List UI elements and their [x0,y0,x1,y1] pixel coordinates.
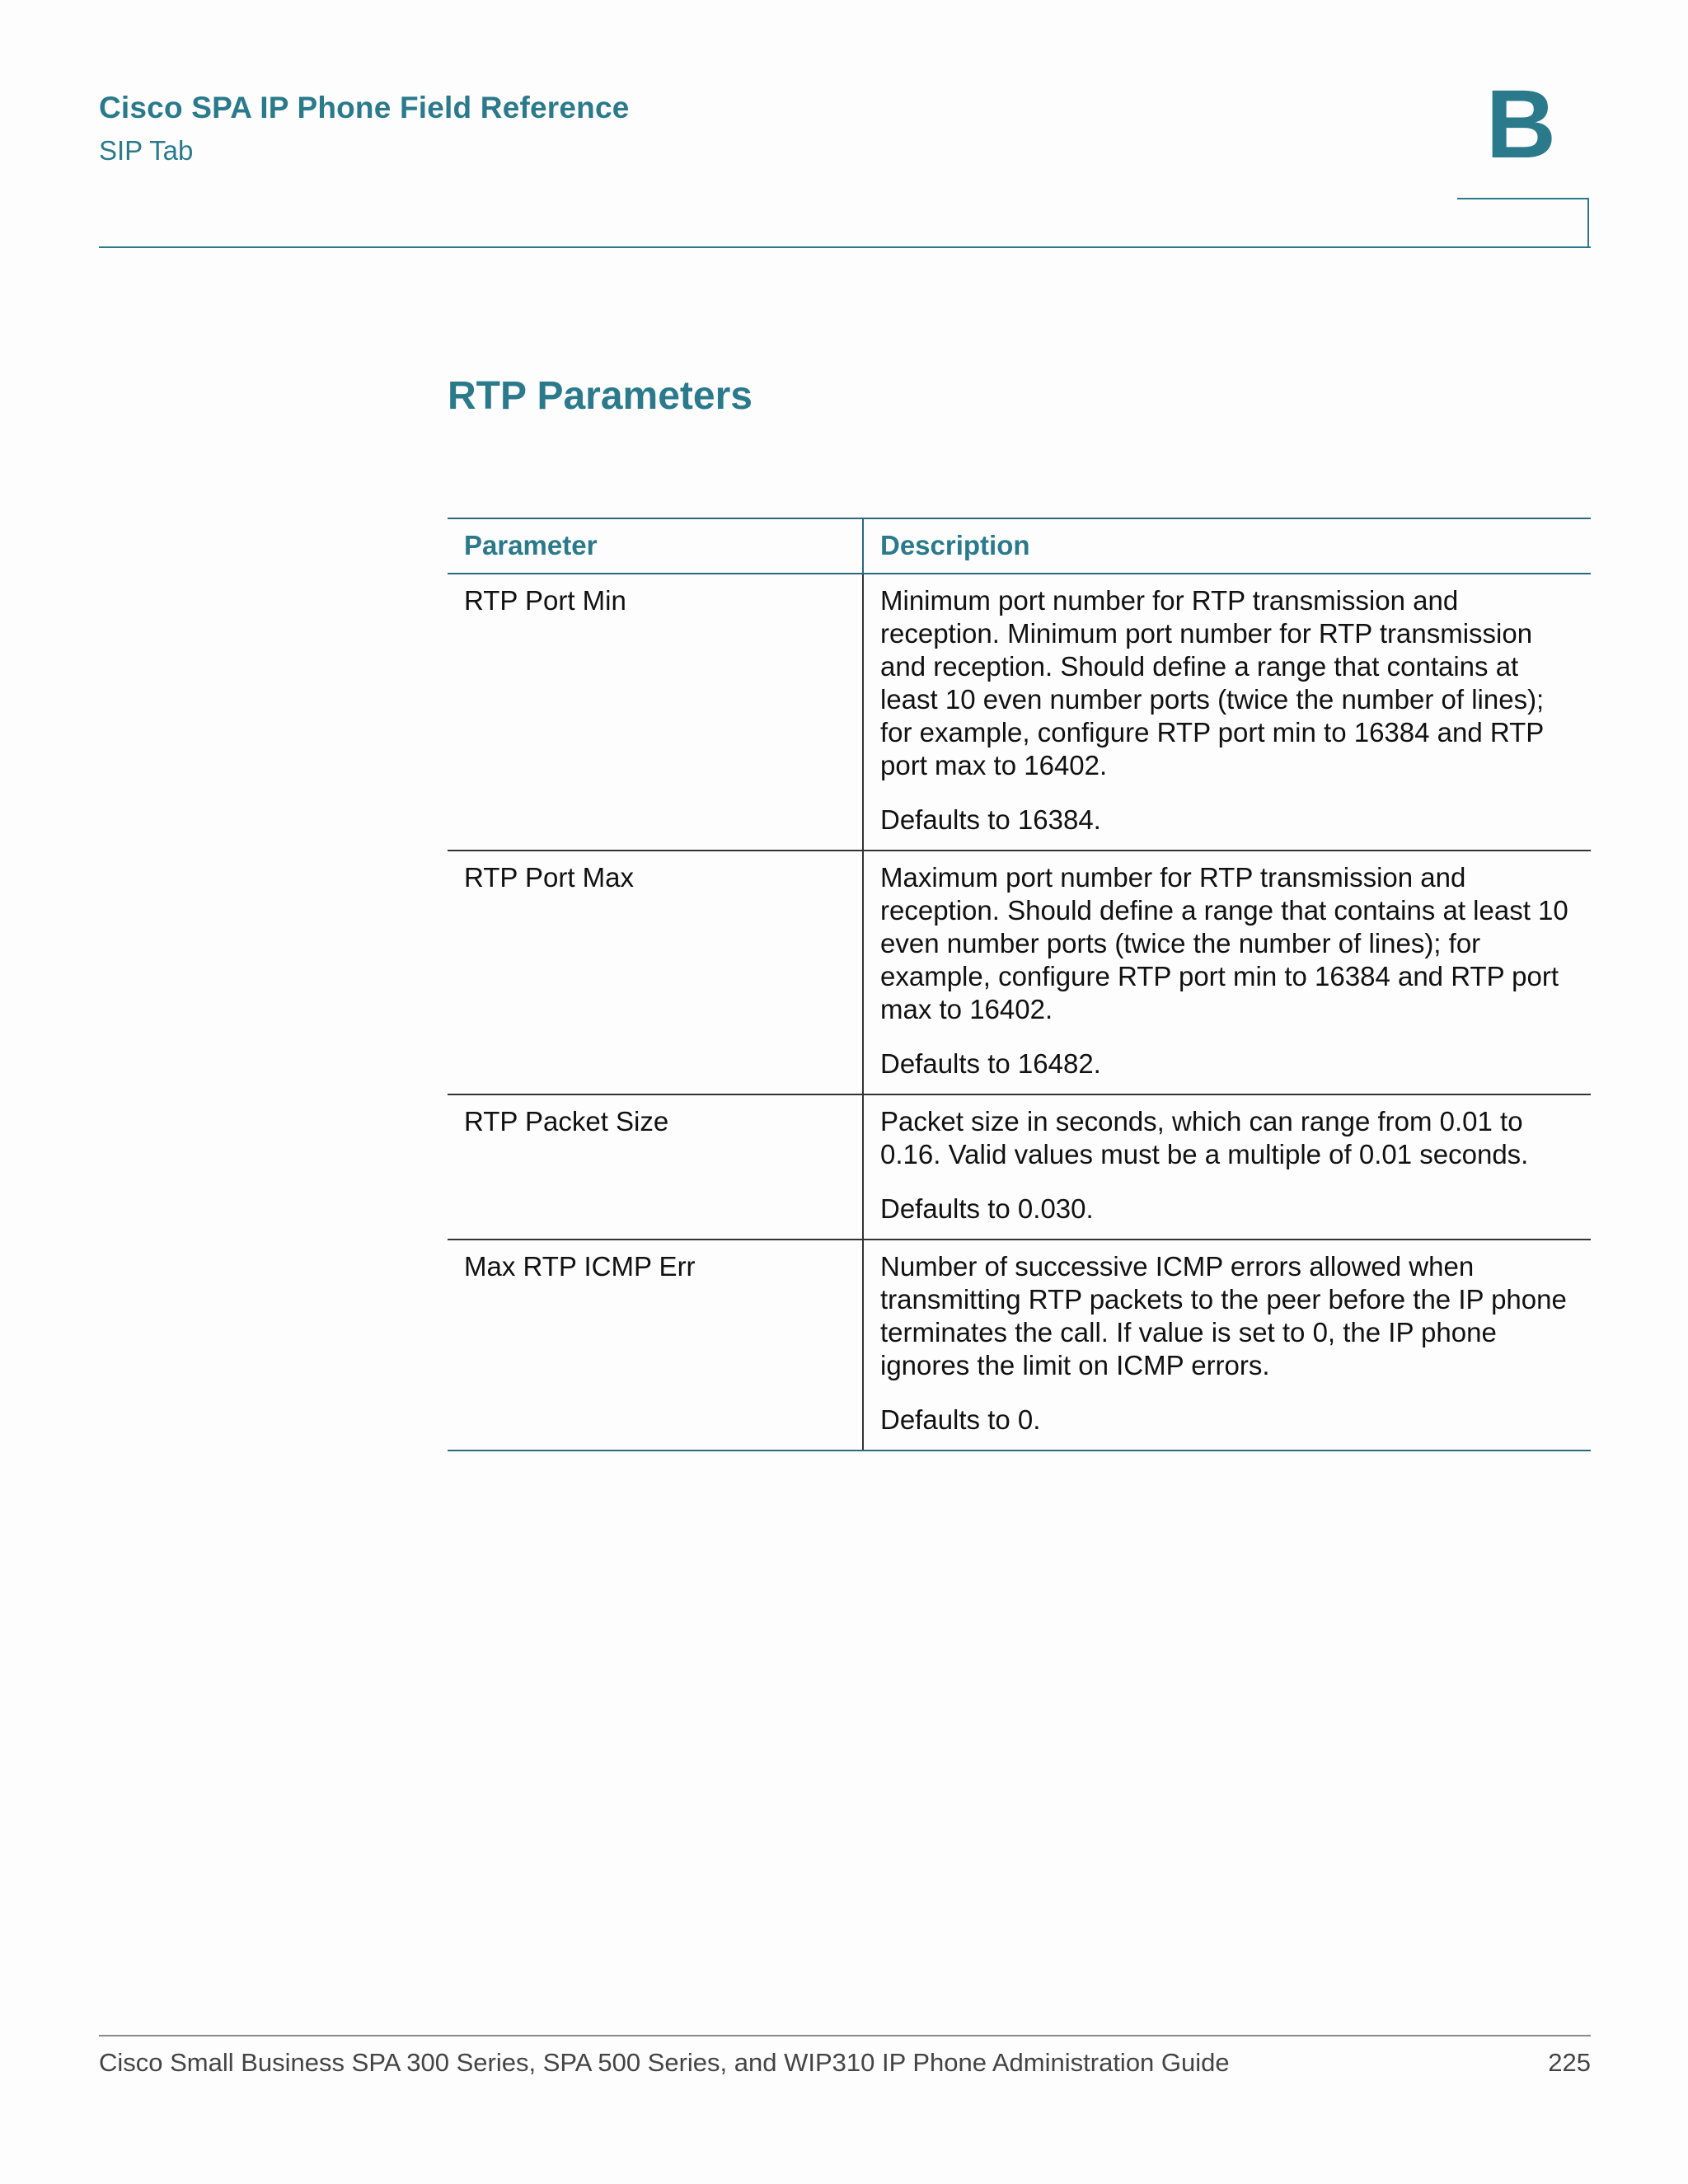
appendix-letter: B [1485,70,1556,179]
column-header-description: Description [863,518,1591,574]
table-row [448,1240,1591,1451]
header-rule [99,246,1591,248]
running-subtitle: SIP Tab [99,135,194,166]
section-title: RTP Parameters [448,374,753,418]
table-header-row [448,518,1591,574]
description-text: Packet size in seconds, which can range from 0.01 to 0.16. Valid values must be a multiple of 0.01 seconds. [880,1106,1529,1169]
parameter-cell: RTP Port Max [448,851,863,1094]
footer-guide-title: Cisco Small Business SPA 300 Series, SPA 500 Series, and WIP310 IP Phone Administration Guide [99,2048,1230,2077]
parameter-cell: Max RTP ICMP Err [448,1240,863,1451]
default-value-text: Defaults to 0. [880,1404,1041,1435]
description-text: Minimum port number for RTP transmission and reception. Minimum port number for RTP transmission and reception. Should define a range that contains at least 10 even number ports (twice the number of lines); for example, configure RTP port min to 16384 and RTP port max to 16402. [880,585,1545,780]
description-cell [863,1094,1591,1240]
footer-rule [99,2035,1591,2036]
description-cell [863,1240,1591,1451]
table-row [448,1094,1591,1240]
description-text: Number of successive ICMP errors allowed when transmitting RTP packets to the peer before the IP phone terminates the call. If value is set to 0, the IP phone ignores the limit on ICMP errors. [880,1251,1567,1380]
default-value-text: Defaults to 16482. [880,1048,1101,1079]
description-cell [863,851,1591,1094]
rtp-parameters-table [448,518,1591,1451]
table-row [448,851,1591,1094]
page-number: 225 [1548,2048,1591,2077]
table-row [448,574,1591,851]
description-cell [863,574,1591,851]
parameter-cell: RTP Port Min [448,574,863,851]
appendix-tab-box [1457,198,1589,247]
parameter-cell: RTP Packet Size [448,1094,863,1240]
default-value-text: Defaults to 0.030. [880,1193,1094,1224]
description-text: Maximum port number for RTP transmission and reception. Should define a range that contains at least 10 even number ports (twice the number of lines); for example, configure RTP port min to 16384 and RTP port max to 16402. [880,862,1568,1024]
default-value-text: Defaults to 16384. [880,804,1101,835]
column-header-parameter: Parameter [448,518,863,574]
running-title: Cisco SPA IP Phone Field Reference [99,91,630,124]
